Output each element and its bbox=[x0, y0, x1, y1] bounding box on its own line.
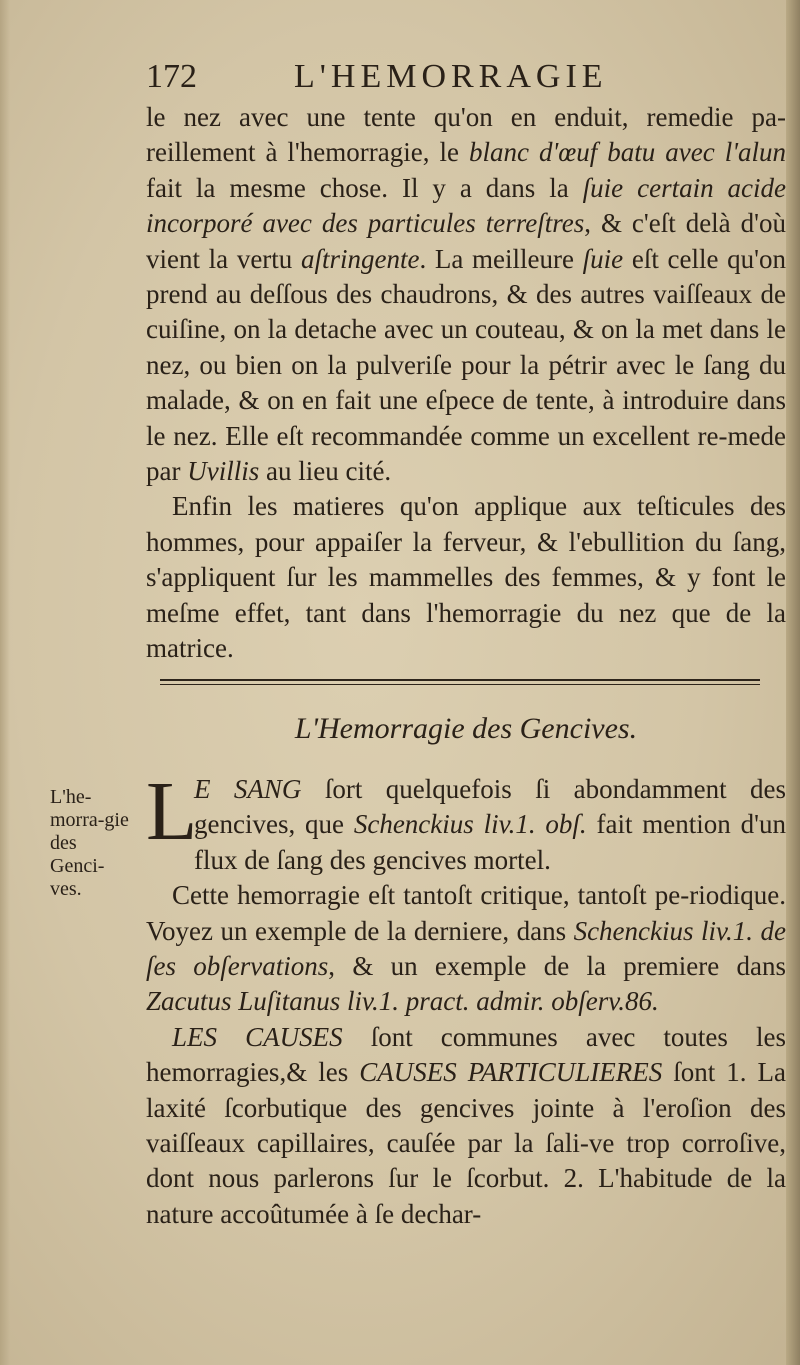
page-left-edge bbox=[0, 0, 10, 1365]
text-segment: aſtringente bbox=[300, 243, 420, 274]
paragraph-2: Enfin les matieres qu'on applique aux teſticules des hommes, pour appaiſer la ferveur, & l'ebullition du ſang, s'appliquent ſur les mammelles des femmes, & y font le meſme effet, tant dans l'hemorragie du nez que de la matrice. bbox=[146, 491, 786, 664]
text-segment: Uvillis bbox=[187, 456, 260, 487]
text-segment: LES CAUSES bbox=[172, 1021, 343, 1052]
text-segment: fait mention d'un flux de ſang des gencives mortel. bbox=[194, 809, 786, 875]
text-segment: fait la mesme chose. Il y a dans la bbox=[146, 172, 583, 203]
paragraph-4 bbox=[146, 878, 786, 1020]
text-segment: ſuie bbox=[582, 243, 624, 274]
text-segment: Schenckius liv.1. obſ. bbox=[353, 809, 587, 840]
paragraph-3 bbox=[146, 765, 786, 878]
section-rule-thin bbox=[160, 684, 760, 685]
text-block-top bbox=[146, 100, 786, 667]
section-title: L'Hemorragie des Gencives. bbox=[294, 712, 638, 745]
page-spine-shadow bbox=[786, 0, 800, 1365]
paragraph-5 bbox=[146, 1020, 786, 1232]
text-segment: le nez avec une tente qu'on en enduit, remedie pa-reillement à l'hemorragie, le bbox=[146, 102, 786, 168]
text-segment: , & c'eſt delà d'où vient la vertu bbox=[146, 208, 786, 274]
text-segment: Zacutus Luſitanus liv.1. pract. admir. obſerv.86. bbox=[146, 986, 659, 1017]
text-segment: Schenckius liv.1. de ſes obſervations bbox=[146, 915, 786, 982]
margin-note: L'he-morra-gie des Genci-ves. bbox=[50, 786, 129, 900]
drop-cap: L bbox=[146, 765, 198, 858]
running-head: L'HEMORRAGIE bbox=[294, 58, 608, 95]
text-segment: blanc d'œuf batu avec l'alun bbox=[468, 137, 786, 168]
text-segment: CAUSES PARTICULIERES bbox=[359, 1057, 663, 1088]
paragraph-1 bbox=[146, 100, 786, 489]
text-segment: ſuie certain acide incorporé avec des particules terreſtres bbox=[146, 172, 787, 239]
text-block-bottom bbox=[146, 765, 786, 1232]
text-segment: ſort quelquefois ſi abondamment des gencives, que bbox=[194, 774, 786, 840]
text-segment: au lieu cité. bbox=[259, 456, 392, 487]
page-header bbox=[146, 58, 786, 98]
section-rule bbox=[160, 679, 760, 681]
text-segment: , & un exemple de la premiere dans bbox=[328, 951, 786, 982]
text-segment: ſont communes avec toutes les hemorragies,& les bbox=[146, 1021, 786, 1088]
text-segment: Cette hemorragie eſt tantoſt critique, tantoſt pe-riodique. Voyez un exemple de la derniere, dans bbox=[146, 880, 786, 946]
text-segment: . La meilleure bbox=[419, 243, 583, 274]
page-number: 172 bbox=[146, 58, 197, 95]
text-segment: eſt celle qu'on prend au deſſous des chaudrons, & des autres vaiſſeaux de cuiſine, on la detache avec un couteau, & on la met dans le nez, ou bien on la pulveriſe pour la pétrir avec le ſang du malade, & on en fait une eſpece de tente, à introduire dans le nez. Elle eſt recommandée comme un excellent re-mede par bbox=[146, 243, 786, 487]
text-segment: E SANG bbox=[194, 774, 302, 804]
text-segment: ſont 1. La laxité ſcorbutique des gencives jointe à l'eroſion des vaiſſeaux capillaires, cauſée par la ſali-ve trop corroſive, dont nous parlerons ſur le ſcorbut. 2. L'habitude de la nature accoûtumée à ſe dechar- bbox=[146, 1057, 786, 1229]
